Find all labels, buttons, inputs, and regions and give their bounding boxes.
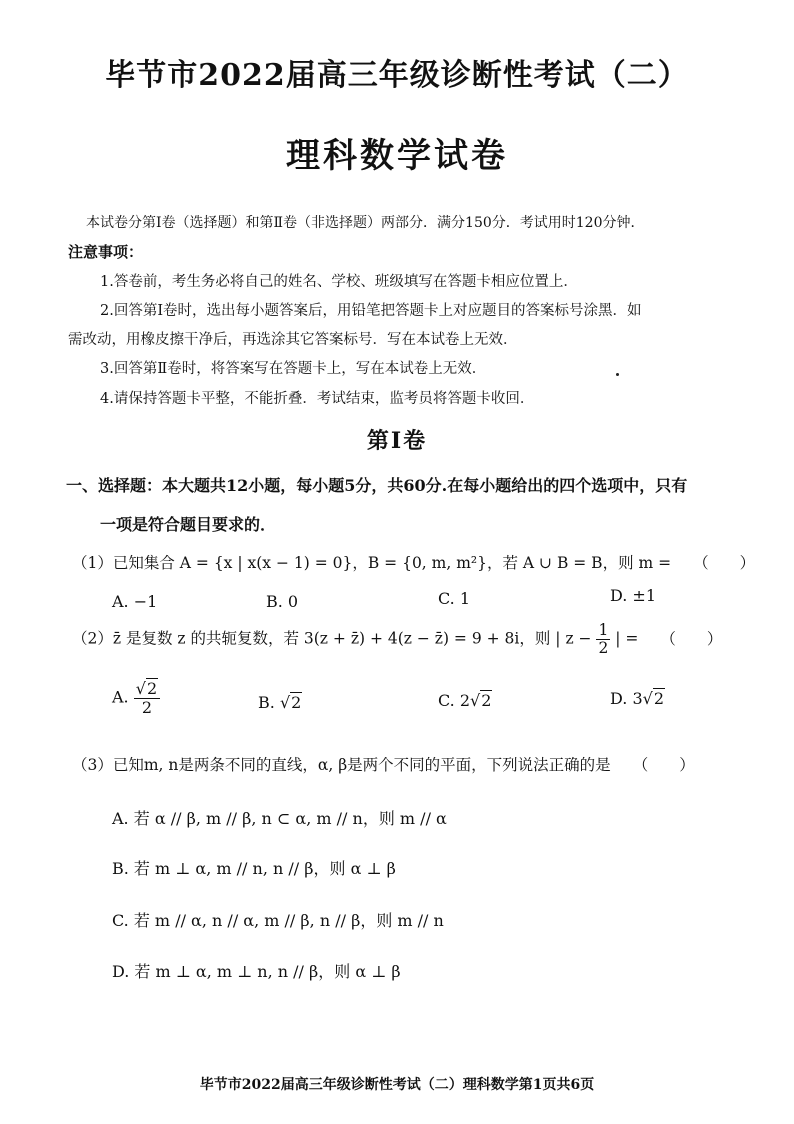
question-3-option-a: A. 若 α // β, m // β, n ⊂ α, m // n，则 m // α (112, 809, 447, 828)
question-2-option-a: A. $\frac{√2}{2}$ (112, 680, 160, 716)
part-one-heading-cont: 一项是符合题目要求的． (100, 515, 277, 534)
notice-item: 4.请保持答题卡平整，不能折叠．考试结束，监考员将答题卡收回． (100, 391, 535, 407)
question-2-option-d: D. 3√2 (610, 689, 665, 708)
question-3-stem (72, 753, 695, 775)
question-1-option-a: A. −1 (112, 592, 158, 611)
question-2-option-b: B. √2 (258, 693, 302, 712)
question-3-option-d: D. 若 m ⊥ α, m ⊥ n, n // β，则 α ⊥ β (112, 962, 401, 981)
scan-speck (616, 373, 619, 376)
exam-intro: 本试卷分第Ⅰ卷（选择题）和第Ⅱ卷（非选择题）两部分．满分150分．考试用时120分钟． (86, 215, 645, 231)
sqrt2-over-2: $\frac{√2}{2}$ (134, 680, 160, 716)
question-2-stem (72, 622, 722, 657)
question-1-stem (72, 551, 755, 573)
question-1-option-d: D. ±1 (610, 586, 657, 605)
exam-subtitle: 理科数学试卷 (286, 136, 508, 176)
question-3-option-c: C. 若 m // α, n // α, m // β, n // β，则 m // n (112, 911, 444, 930)
question-2-option-c: C. 2√2 (438, 691, 492, 710)
notice-item: 需改动，用橡皮擦干净后，再选涂其它答案标号．写在本试卷上无效． (68, 332, 518, 348)
question-3-option-b: B. 若 m ⊥ α, m // n, n // β，则 α ⊥ β (112, 859, 396, 878)
part-one-heading: 一、选择题：本大题共12小题，每小题5分，共60分.在每小题给出的四个选项中，只有 (66, 476, 688, 495)
question-1-option-c: C. 1 (438, 589, 471, 608)
notice-title: 注意事项： (68, 243, 144, 261)
question-1-text: （1）已知集合 A = {x | x(x − 1) = 0}，B = {0, m, m²}，若 A ∪ B = B，则 m = (72, 554, 672, 572)
notice-item: 3.回答第Ⅱ卷时，将答案写在答题卡上，写在本试卷上无效． (100, 361, 487, 377)
answer-paren: （ ） (693, 554, 756, 572)
exam-title: 毕节市2022届高三年级诊断性考试（二） (105, 58, 689, 93)
question-2-text-end: | = (615, 629, 639, 648)
question-1-option-b: B. 0 (266, 592, 299, 611)
notice-item: 1.答卷前，考生务必将自己的姓名、学校、班级填写在答题卡相应位置上． (100, 274, 578, 290)
answer-paren: （ ） (632, 756, 695, 774)
question-2-text: （2）z̄ 是复数 z 的共轭复数，若 3(z + z̄) + 4(z − z̄) = 9 + 8i，则 | z − (72, 629, 592, 648)
section-title: 第Ⅰ卷 (366, 428, 428, 454)
half-fraction: $\frac{1}{2}$ (598, 621, 609, 658)
notice-item: 2.回答第Ⅰ卷时，选出每小题答案后，用铅笔把答题卡上对应题目的答案标号涂黑．如 (100, 303, 642, 319)
question-3-text: （3）已知m, n是两条不同的直线，α, β是两个不同的平面，下列说法正确的是 (72, 756, 611, 774)
answer-paren: （ ） (660, 629, 723, 648)
page-footer: 毕节市2022届高三年级诊断性考试（二）理科数学第1页共6页 (199, 1077, 595, 1093)
